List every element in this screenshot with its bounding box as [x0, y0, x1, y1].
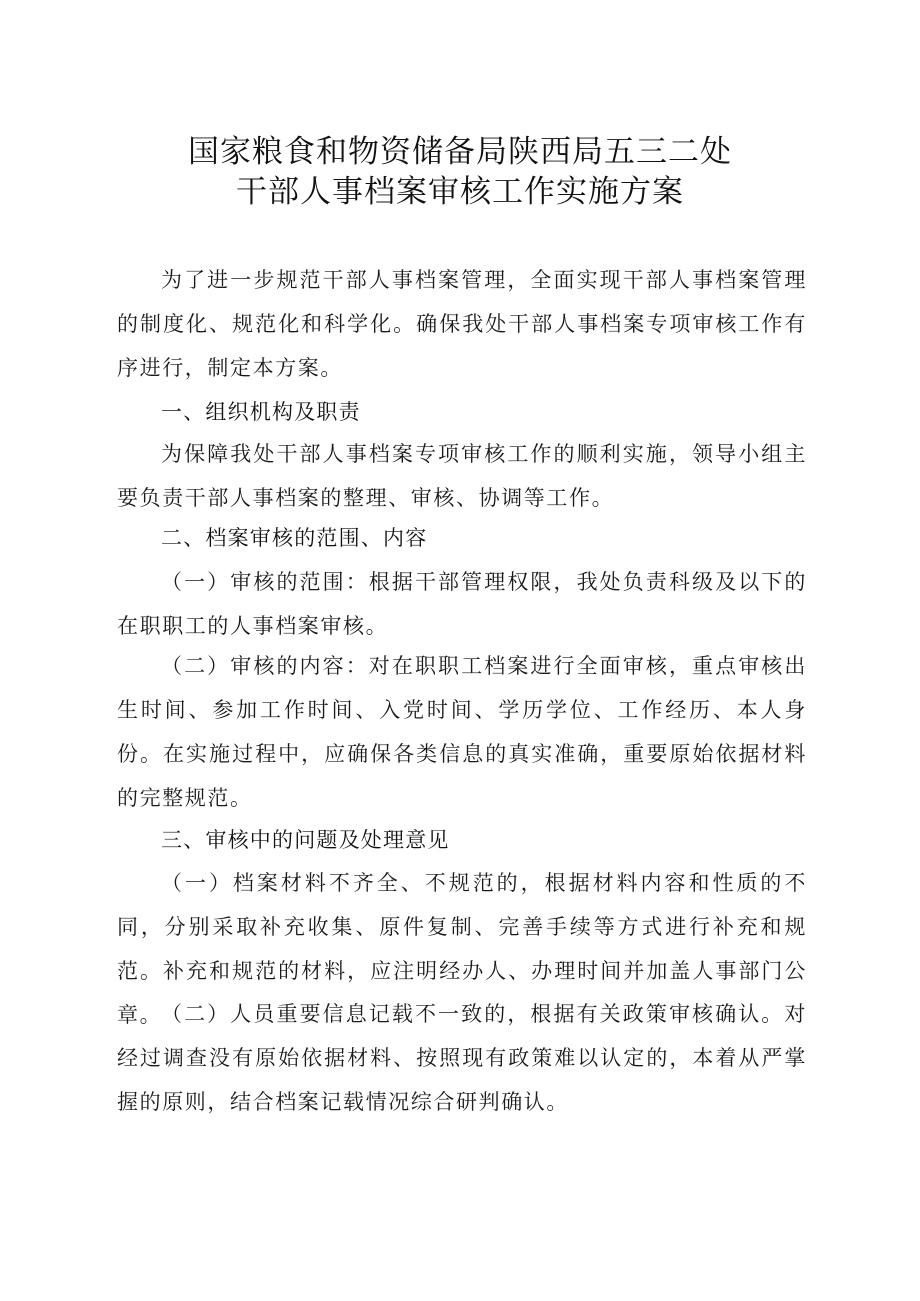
section-2-paragraph-2: （二）审核的内容：对在职职工档案进行全面审核，重点审核出生时间、参加工作时间、入党时间、学历学位、工作经历、本人身份。在实施过程中，应确保各类信息的真实准确，重要原始依据材料的完整规范。: [117, 654, 807, 810]
section-2-heading: 二、档案审核的范围、内容: [161, 526, 428, 550]
intro-paragraph: 为了进一步规范干部人事档案管理，全面实现干部人事档案管理的制度化、规范化和科学化。确保我处干部人事档案专项审核工作有序进行，制定本方案。: [117, 268, 807, 380]
section-1-paragraph-1: 为保障我处干部人事档案专项审核工作的顺利实施，领导小组主要负责干部人事档案的整理、审核、协调等工作。: [117, 442, 807, 510]
section-3-heading: 三、审核中的问题及处理意见: [161, 828, 450, 852]
document-title-line-2: 干部人事档案审核工作实施方案: [236, 174, 684, 210]
section-1-heading: 一、组织机构及职责: [161, 400, 361, 424]
section-2-paragraph-1: （一）审核的范围：根据干部管理权限，我处负责科级及以下的在职职工的人事档案审核。: [117, 570, 807, 638]
section-3-paragraph-2: （二）人员重要信息记载不一致的，根据有关政策审核确认。对经过调查没有原始依据材料、按照现有政策难以认定的，本着从严掌握的原则，结合档案记载情况综合研判确认。: [117, 1002, 807, 1114]
document-title-line-1: 国家粮食和物资储备局陕西局五三二处: [188, 134, 732, 170]
section-3-paragraph-1: （一）档案材料不齐全、不规范的，根据材料内容和性质的不同，分别采取补充收集、原件复制、完善手续等方式进行补充和规范。补充和规范的材料，应注明经办人、办理时间并加盖人事部门公章。: [117, 871, 807, 1027]
